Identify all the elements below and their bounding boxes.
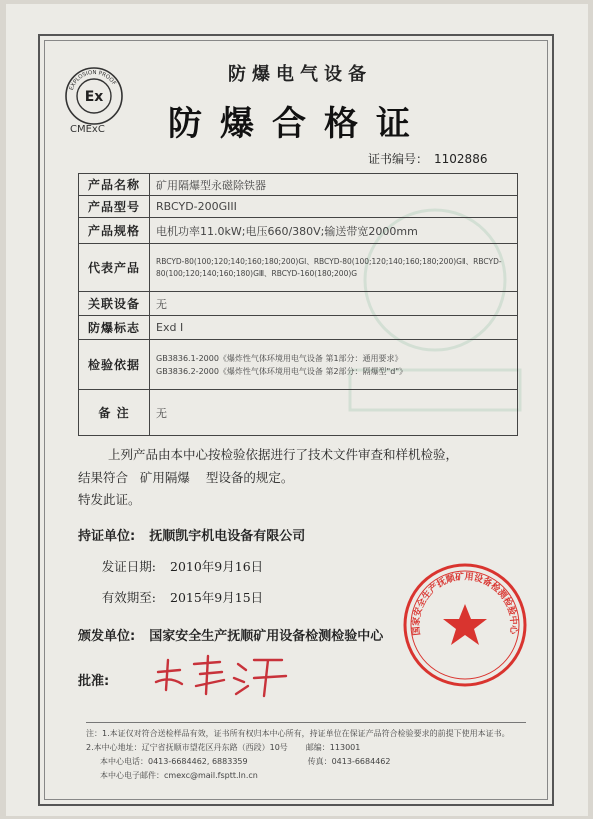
svg-text:国家安全生产抚顺矿用设备检测检验中心: 国家安全生产抚顺矿用设备检测检验中心 xyxy=(411,572,519,636)
table-row xyxy=(79,196,518,218)
footer-address-row xyxy=(86,741,526,755)
statement-line-3: 特发此证。 xyxy=(78,492,141,507)
table-row xyxy=(79,316,518,340)
row-value: 无 xyxy=(150,292,518,316)
table-row xyxy=(79,340,518,390)
issue-date-label: 发证日期: xyxy=(101,559,156,574)
footer-postcode: 邮编：113001 xyxy=(305,743,361,752)
row-value: RBCYD-80(100;120;140;160;180;200)GⅠ、RBCYD-80(100;120;140;160;180;200)GⅡ、RBCYD-80(100;120;140;160;180)GⅢ、RBCYD-160(180;200)G xyxy=(150,244,518,292)
issuer-row xyxy=(78,625,383,644)
logo-caption: CMExC xyxy=(70,124,105,135)
certificate-number xyxy=(368,150,487,167)
row-value xyxy=(150,340,518,390)
row-value: 电机功率11.0kW;电压660/380V;输送带宽2000mm xyxy=(150,218,518,244)
issuer-value: 国家安全生产抚顺矿用设备检测检验中心 xyxy=(149,629,384,644)
official-seal xyxy=(400,560,530,690)
footer-email: 本中心电子邮件：cmexc@mail.fsptt.ln.cn xyxy=(100,771,258,780)
cmexc-logo xyxy=(64,66,124,126)
standard-line: GB3836.2-2000《爆炸性气体环境用电气设备 第2部分：隔爆型"d"》 xyxy=(156,366,407,376)
footer-phone-row xyxy=(86,755,526,769)
row-label: 检验依据 xyxy=(79,340,150,390)
valid-until-value: 2015年9月15日 xyxy=(170,590,264,605)
approver-row xyxy=(78,670,109,689)
row-label: 产品型号 xyxy=(79,196,150,218)
holder-row xyxy=(78,525,305,544)
statement-line-1: 上列产品由本中心按检验依据进行了技术文件审查和样机检验， xyxy=(108,447,459,462)
issue-date-value: 2010年9月16日 xyxy=(170,559,264,574)
valid-until-row xyxy=(78,588,263,606)
standard-line: GB3836.1-2000《爆炸性气体环境用电气设备 第1部分：通用要求》 xyxy=(156,353,403,363)
handwritten-signature xyxy=(150,650,300,700)
row-label: 产品名称 xyxy=(79,174,150,196)
footer-notes xyxy=(86,722,526,783)
svg-text:Ex: Ex xyxy=(84,89,104,105)
valid-until-label: 有效期至: xyxy=(101,590,156,605)
row-label: 备 注 xyxy=(79,390,150,436)
table-row xyxy=(79,292,518,316)
footer-address: 2.本中心地址：辽宁省抚顺市望花区丹东路（西段）10号 xyxy=(86,743,288,752)
svg-text:EXPLOSION PROOF: EXPLOSION PROOF xyxy=(68,69,117,92)
row-label: 产品规格 xyxy=(79,218,150,244)
cert-no-value: 1102886 xyxy=(434,152,488,166)
issuer-label: 颁发单位: xyxy=(78,629,136,644)
table-row xyxy=(79,218,518,244)
issue-date-row xyxy=(78,557,263,575)
row-value: 无 xyxy=(150,390,518,436)
certificate-title: 防爆合格证 xyxy=(168,104,428,144)
row-value: 矿用隔爆型永磁除铁器 xyxy=(150,174,518,196)
cert-no-label: 证书编号： xyxy=(368,152,429,166)
table-row xyxy=(79,390,518,436)
row-label: 关联设备 xyxy=(79,292,150,316)
product-info-table xyxy=(78,173,518,436)
table-row xyxy=(79,244,518,292)
footer-fax: 传真：0413-6684462 xyxy=(307,757,391,766)
row-label: 代表产品 xyxy=(79,244,150,292)
row-label: 防爆标志 xyxy=(79,316,150,340)
statement-line-2: 结果符合 矿用隔爆 型设备的规定。 xyxy=(78,470,294,485)
table-row xyxy=(79,174,518,196)
footer-note-1: 注：1.本证仅对符合送检样品有效，证书所有权归本中心所有，持证单位在保证产品符合检验要求的前提下使用本证书。 xyxy=(86,729,510,738)
row-value: RBCYD-200GIII xyxy=(150,196,518,218)
footer-phone: 本中心电话：0413-6684462, 6883359 xyxy=(100,757,248,766)
holder-value: 抚顺凯宇机电设备有限公司 xyxy=(149,529,306,544)
row-value: Exd I xyxy=(150,316,518,340)
holder-label: 持证单位: xyxy=(78,529,136,544)
approver-label: 批准: xyxy=(78,674,110,689)
certificate-subtitle: 防爆电气设备 xyxy=(228,64,372,85)
